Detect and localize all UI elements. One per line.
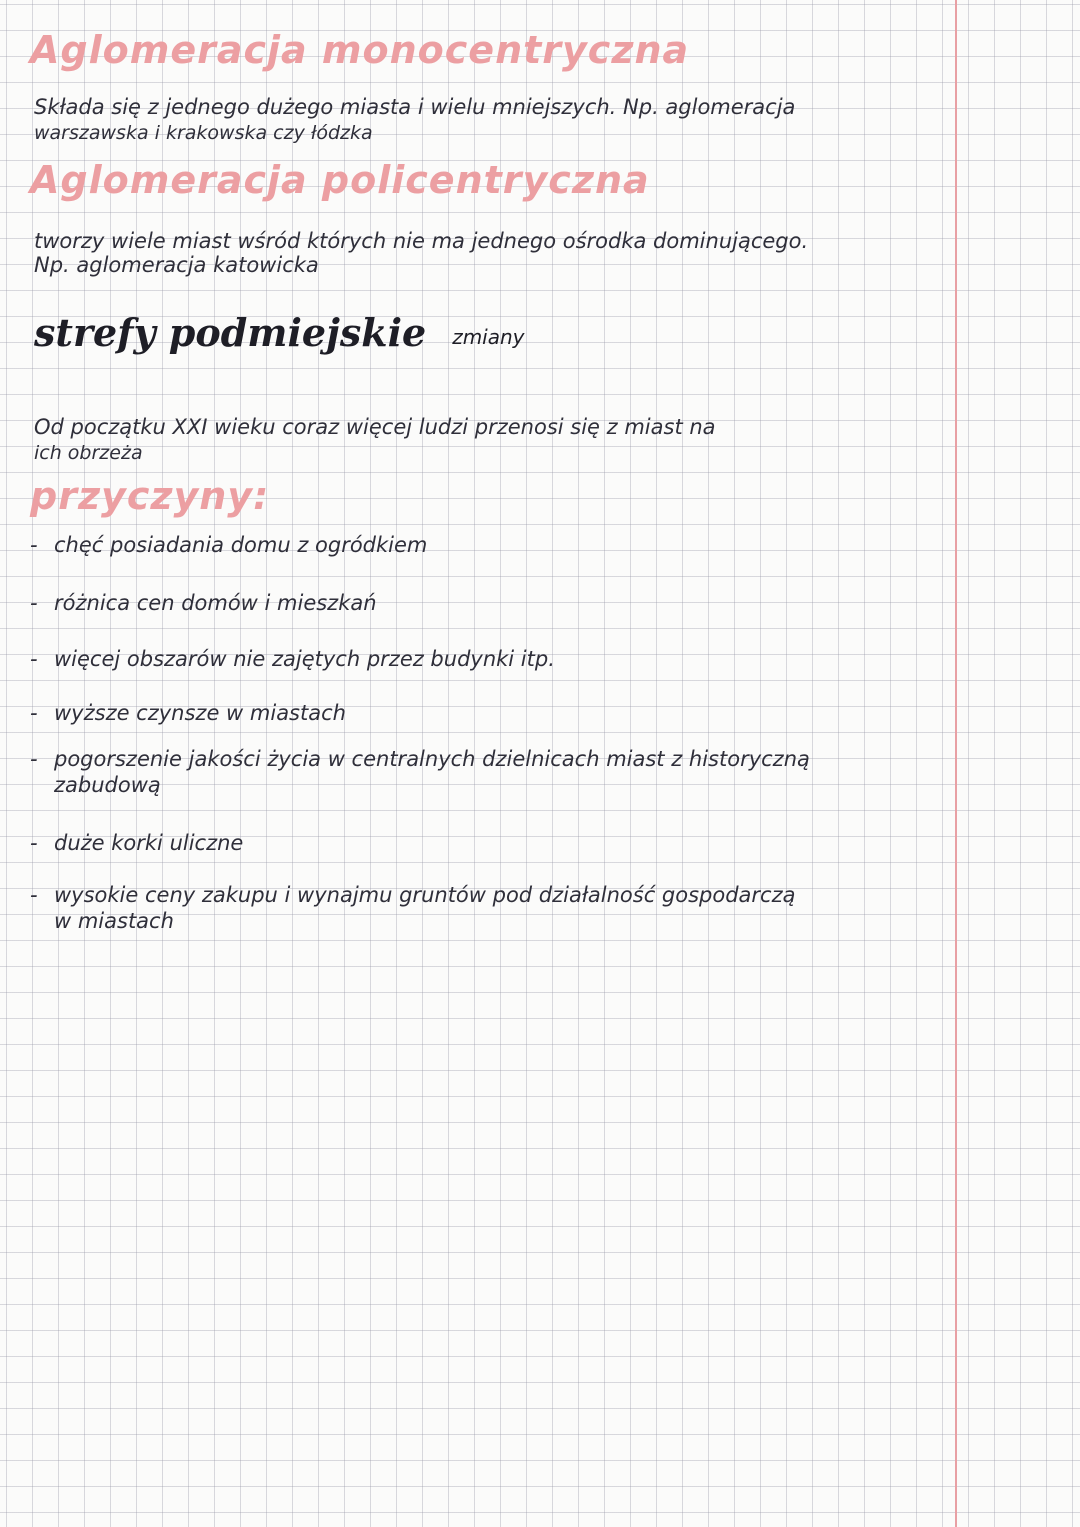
list-dash: - <box>30 831 38 855</box>
cause-text-continued: zabudową <box>54 773 161 797</box>
polycentric-line-1: tworzy wiele miast wśród których nie ma jednego ośrodka dominującego. <box>34 229 809 253</box>
heading-polycentric: Aglomeracja policentryczna <box>30 158 650 202</box>
cause-text: chęć posiadania domu z ogródkiem <box>54 533 428 557</box>
heading-monocentric: Aglomeracja monocentryczna <box>30 28 690 72</box>
heading-suburbs-title: strefy podmiejskie <box>34 310 427 355</box>
cause-text: wysokie ceny zakupu i wynajmu gruntów pod działalność gospodarczą <box>54 883 796 907</box>
list-dash: - <box>30 747 38 771</box>
heading-suburbs-subtitle: zmiany <box>452 325 525 349</box>
heading-causes: przyczyny: <box>30 474 270 518</box>
cause-item <box>30 590 377 616</box>
cause-item <box>30 830 243 856</box>
polycentric-line-2: Np. aglomeracja katowicka <box>34 253 319 277</box>
suburbs-line-2: ich obrzeża <box>34 442 143 464</box>
margin-line <box>955 0 957 1527</box>
cause-item <box>30 646 555 672</box>
cause-item <box>30 532 427 558</box>
cause-text-continued: w miastach <box>54 909 174 933</box>
cause-item <box>30 746 810 798</box>
monocentric-line-2: warszawska i krakowska czy łódzka <box>34 122 373 144</box>
cause-text: duże korki uliczne <box>54 831 244 855</box>
list-dash: - <box>30 701 38 725</box>
cause-text: wyższe czynsze w miastach <box>54 701 346 725</box>
cause-text: więcej obszarów nie zajętych przez budynki itp. <box>54 647 555 671</box>
list-dash: - <box>30 883 38 907</box>
list-dash: - <box>30 591 38 615</box>
heading-suburbs <box>34 310 525 355</box>
cause-item <box>30 700 346 726</box>
cause-text: różnica cen domów i mieszkań <box>54 591 377 615</box>
monocentric-line-1: Składa się z jednego dużego miasta i wielu mniejszych. Np. aglomeracja <box>34 95 796 119</box>
cause-text: pogorszenie jakości życia w centralnych dzielnicach miast z historyczną <box>54 747 810 771</box>
list-dash: - <box>30 533 38 557</box>
cause-item <box>30 882 795 934</box>
list-dash: - <box>30 647 38 671</box>
suburbs-line-1: Od początku XXI wieku coraz więcej ludzi przenosi się z miast na <box>34 415 716 439</box>
